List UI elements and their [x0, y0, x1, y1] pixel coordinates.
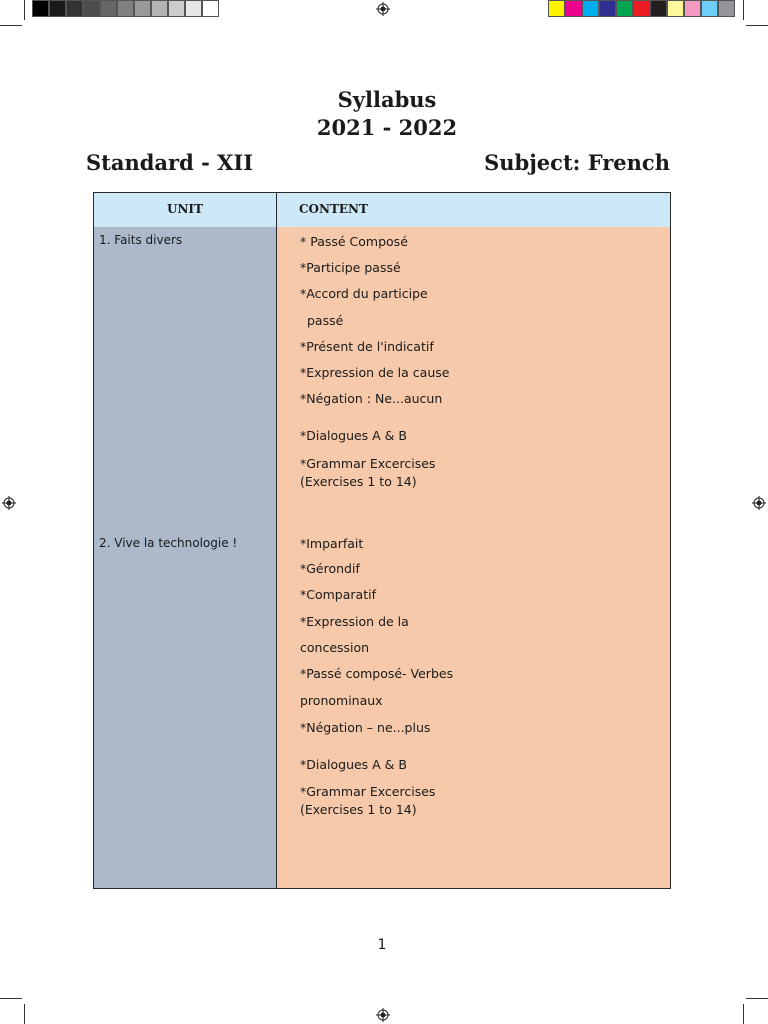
unit-column [94, 227, 277, 888]
color-swatch [548, 0, 565, 17]
crop-mark [743, 1004, 744, 1024]
color-swatch [599, 0, 616, 17]
syllabus-table [93, 192, 671, 889]
header-divider [276, 193, 277, 227]
list-item: *Imparfait [300, 536, 364, 551]
crop-mark [24, 0, 25, 20]
grayscale-swatch [49, 0, 66, 17]
grayscale-swatch [185, 0, 202, 17]
color-swatch [633, 0, 650, 17]
color-swatch [701, 0, 718, 17]
list-item: *Grammar Excercises [300, 784, 436, 799]
list-item: *Expression de la cause [300, 365, 450, 380]
crop-mark [746, 25, 768, 26]
standard-heading: Standard - XII [86, 150, 254, 175]
grayscale-swatch [168, 0, 185, 17]
list-item: *Passé composé- Verbes [300, 666, 454, 681]
crop-mark [0, 25, 22, 26]
unit-column-header: UNIT [167, 202, 203, 216]
list-item: *Dialogues A & B [300, 757, 407, 772]
grayscale-swatch [117, 0, 134, 17]
list-item: *Gérondif [300, 561, 360, 576]
subject-heading: Subject: French [484, 150, 670, 175]
list-item: *Présent de l'indicatif [300, 339, 434, 354]
content-column [277, 227, 670, 888]
grayscale-swatch [32, 0, 49, 17]
color-swatch-bar [548, 0, 735, 18]
document-title: Syllabus [337, 87, 437, 112]
list-item: * Passé Composé [300, 234, 408, 249]
academic-year: 2021 - 2022 [316, 115, 458, 140]
grayscale-swatch [83, 0, 100, 17]
table-header [94, 193, 670, 228]
color-swatch [616, 0, 633, 17]
color-swatch [684, 0, 701, 17]
crop-mark [0, 998, 22, 999]
list-item: (Exercises 1 to 14) [300, 802, 417, 817]
registration-mark-icon [2, 496, 16, 510]
crop-mark [24, 1004, 25, 1024]
color-swatch [667, 0, 684, 17]
color-swatch [582, 0, 599, 17]
grayscale-swatch [100, 0, 117, 17]
grayscale-swatch [134, 0, 151, 17]
list-item: concession [300, 640, 370, 655]
list-item: pronominaux [300, 693, 383, 708]
color-swatch [718, 0, 735, 17]
list-item: passé [307, 313, 344, 328]
list-item: *Participe passé [300, 260, 401, 275]
crop-mark [746, 998, 768, 999]
color-swatch [650, 0, 667, 17]
registration-mark-icon [376, 1008, 390, 1022]
list-item: *Dialogues A & B [300, 428, 407, 443]
list-item: *Négation : Ne...aucun [300, 391, 443, 406]
grayscale-swatch-bar [32, 0, 219, 18]
unit-1-label: 1. Faits divers [99, 233, 183, 247]
list-item: *Comparatif [300, 587, 376, 602]
content-column-header: CONTENT [299, 202, 368, 216]
list-item: (Exercises 1 to 14) [300, 474, 417, 489]
registration-mark-icon [376, 2, 390, 16]
registration-mark-icon [752, 496, 766, 510]
list-item: *Négation – ne...plus [300, 720, 431, 735]
grayscale-swatch [66, 0, 83, 17]
list-item: *Grammar Excercises [300, 456, 436, 471]
unit-2-label: 2. Vive la technologie ! [99, 536, 238, 550]
crop-mark [743, 0, 744, 20]
list-item: *Accord du participe [300, 286, 428, 301]
grayscale-swatch [151, 0, 168, 17]
color-swatch [565, 0, 582, 17]
grayscale-swatch [202, 0, 219, 17]
list-item: *Expression de la [300, 614, 409, 629]
page-number: 1 [377, 937, 387, 953]
